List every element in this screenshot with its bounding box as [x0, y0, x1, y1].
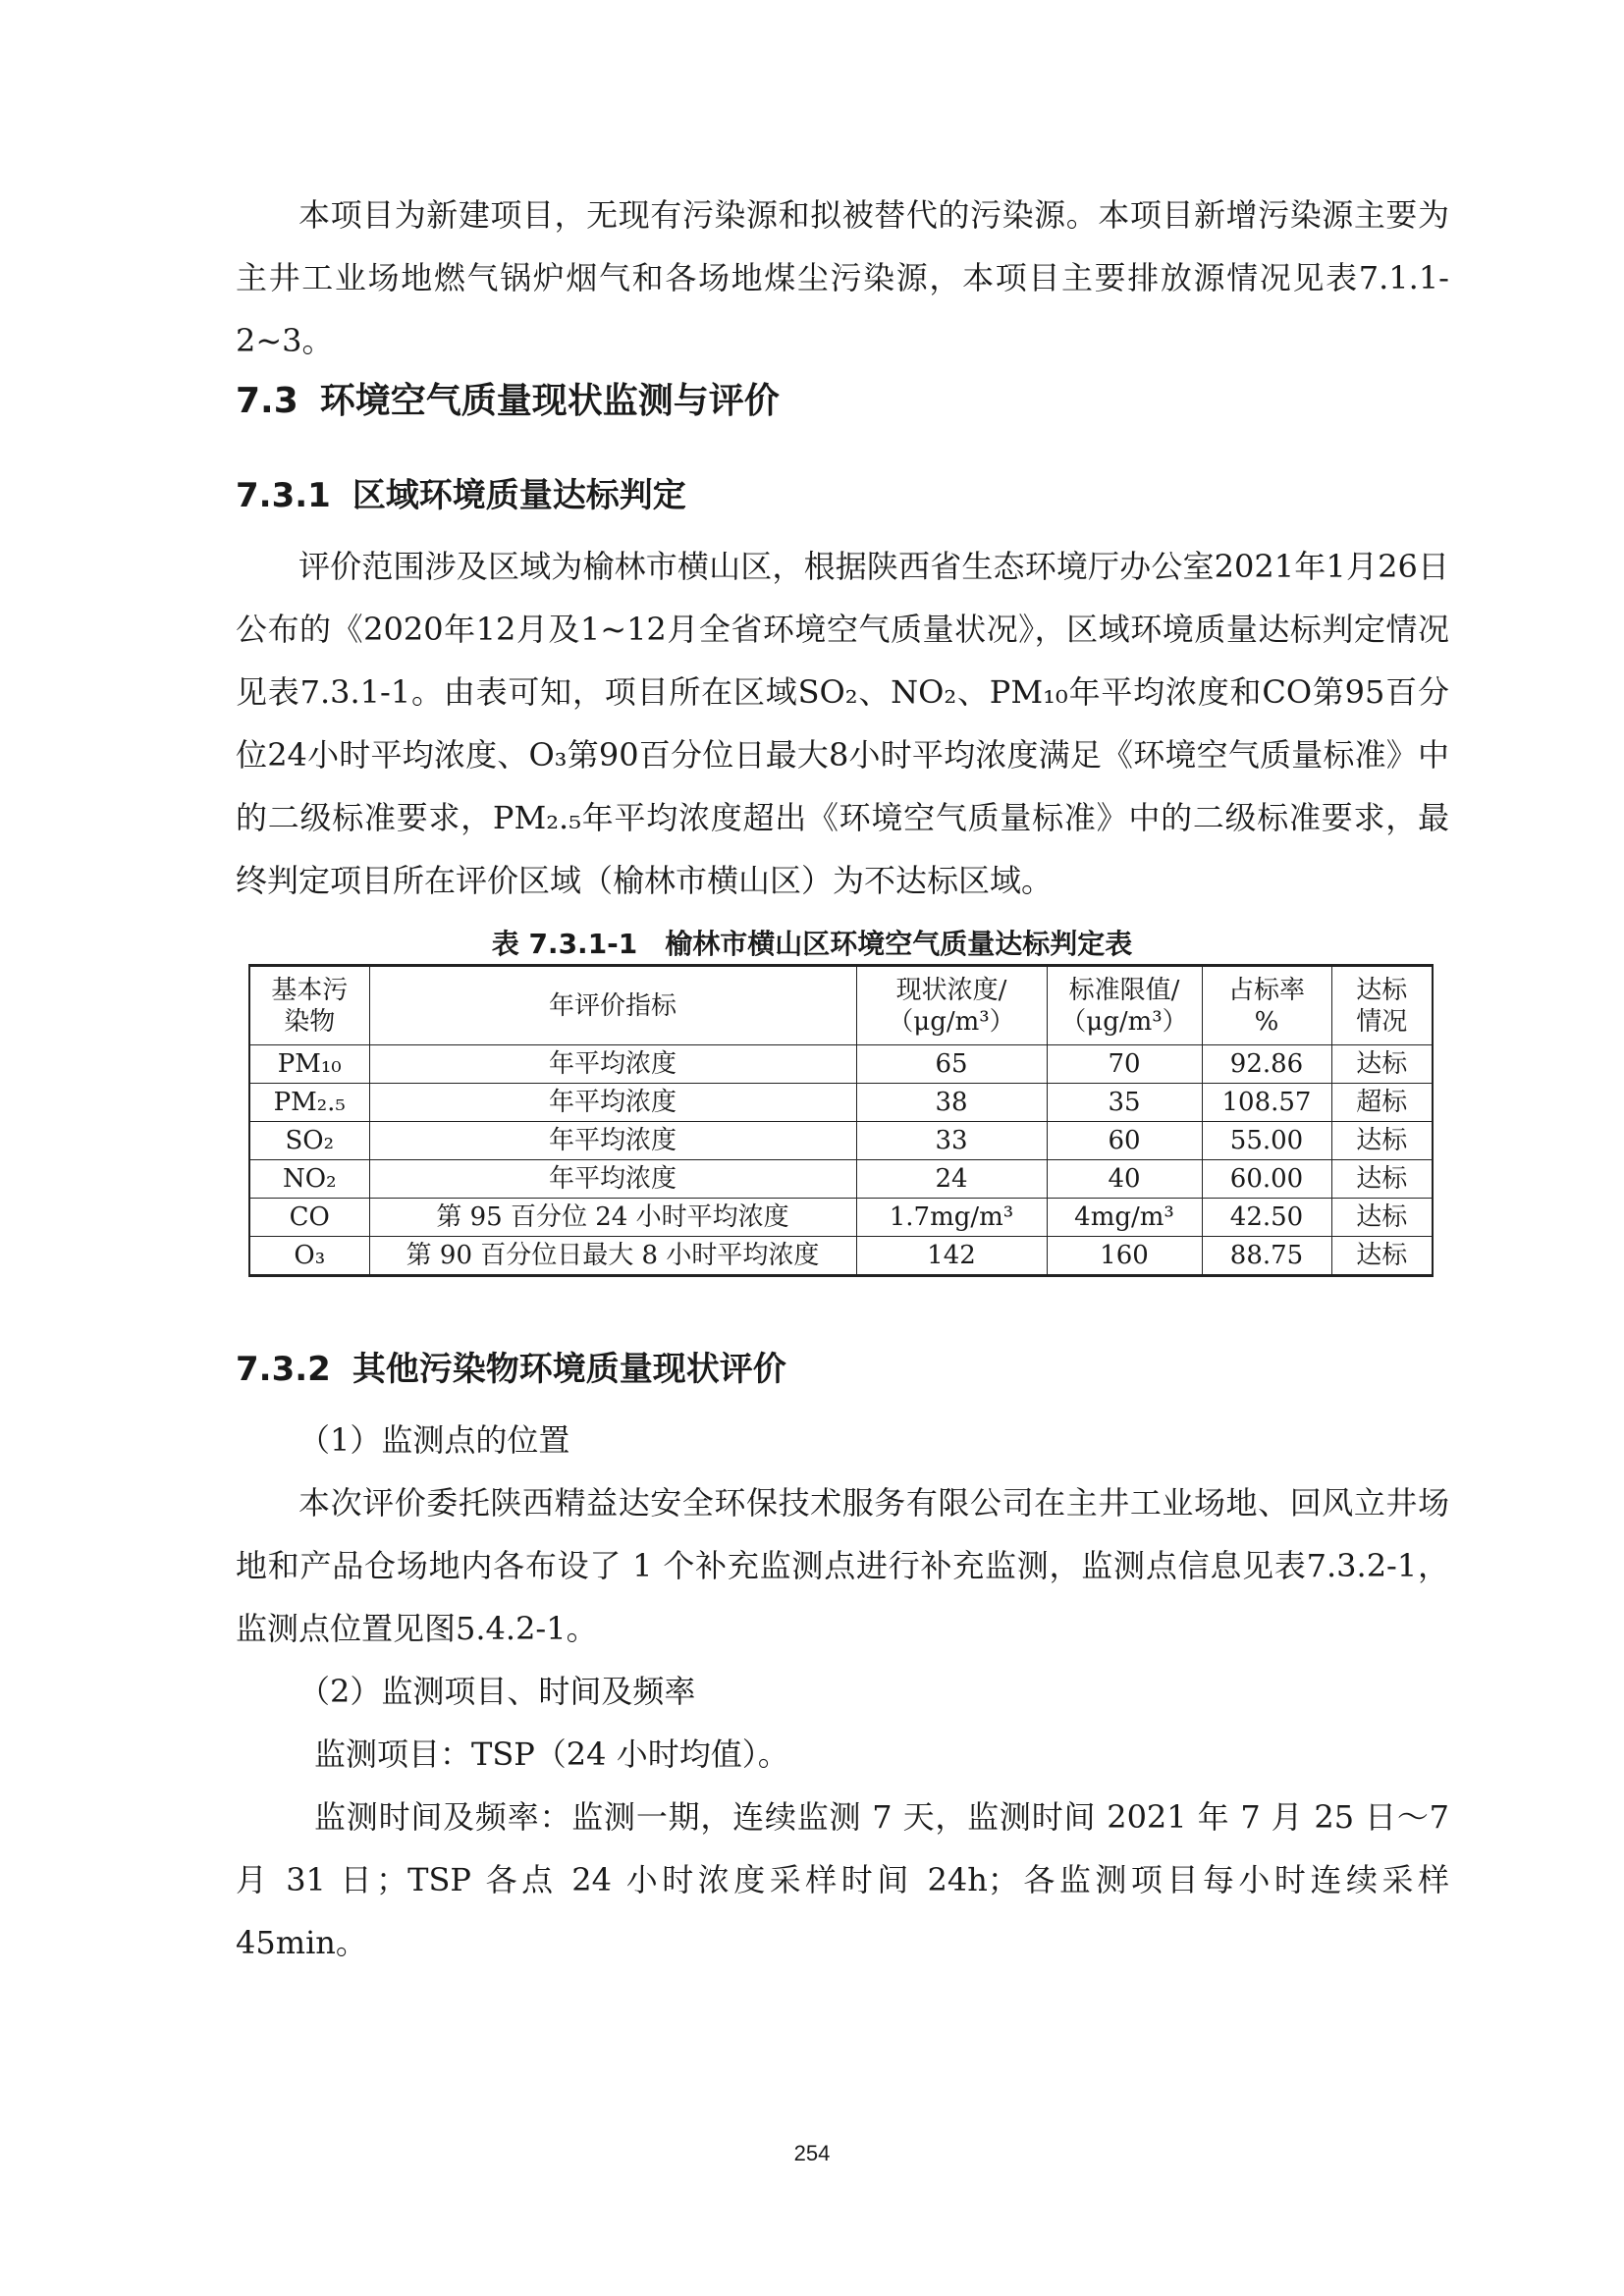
section-number: 7.3 — [236, 381, 298, 421]
cell-current: 33 — [856, 1122, 1047, 1160]
section-heading-7-3-2 — [236, 1342, 786, 1390]
cell-pollutant: PM₁₀ — [249, 1045, 369, 1084]
cell-limit: 70 — [1047, 1045, 1202, 1084]
cell-indicator: 第 90 百分位日最大 8 小时平均浓度 — [369, 1237, 856, 1276]
assessment-paragraph: 评价范围涉及区域为榆林市横山区，根据陕西省生态环境厅办公室2021年1月26日公布的《2020年12月及1~12月全省环境空气质量状况》，区域环境质量达标判定情况见表7.3.1-1。由表可知，项目所在区域SO₂、NO₂、PM₁₀年平均浓度和CO第95百分位24小时平均浓度、O₃第90百分位日最大8小时平均浓度满足《环境空气质量标准》中的二级标准要求，PM₂.₅年平均浓度超出《环境空气质量标准》中的二级标准要求，最终判定项目所在评价区域（榆林市横山区）为不达标区域。 — [236, 548, 1449, 899]
table-caption — [0, 923, 1624, 962]
cell-status: 达标 — [1331, 1199, 1433, 1237]
cell-current: 24 — [856, 1160, 1047, 1199]
cell-status: 达标 — [1331, 1045, 1433, 1084]
section-heading-7-3-1 — [236, 468, 686, 516]
intro-paragraph: 本项目为新建项目，无现有污染源和拟被替代的污染源。本项目新增污染源主要为主井工业场地燃气锅炉烟气和各场地煤尘污染源，本项目主要排放源情况见表7.1.1-2~3。 — [236, 196, 1449, 359]
table-number: 表 7.3.1-1 — [491, 928, 638, 960]
monitoring-time-paragraph: 监测时间及频率：监测一期，连续监测 7 天，监测时间 2021 年 7 月 25 日～7 月 31 日；TSP 各点 24 小时浓度采样时间 24h；各监测项目每小时连续采样 45min。 — [236, 1798, 1449, 1961]
table-row — [249, 1045, 1433, 1084]
cell-current: 142 — [856, 1237, 1047, 1276]
monitoring-location-paragraph: 本次评价委托陕西精益达安全环保技术服务有限公司在主井工业场地、回风立井场地和产品仓场地内各布设了 1 个补充监测点进行补充监测，监测点信息见表7.3.2-1，监测点位置见图5.4.2-1。 — [236, 1484, 1449, 1647]
cell-limit: 40 — [1047, 1160, 1202, 1199]
table-row — [249, 1160, 1433, 1199]
cell-indicator: 年平均浓度 — [369, 1045, 856, 1084]
section-number: 7.3.1 — [236, 476, 331, 515]
cell-current: 65 — [856, 1045, 1047, 1084]
table-row — [249, 1122, 1433, 1160]
header-status: 达标 情况 — [1331, 966, 1433, 1045]
section-number: 7.3.2 — [236, 1350, 331, 1389]
table-row — [249, 1199, 1433, 1237]
cell-status: 达标 — [1331, 1122, 1433, 1160]
cell-pollutant: NO₂ — [249, 1160, 369, 1199]
table-header-row — [249, 966, 1433, 1045]
item1-title: （1）监测点的位置 — [298, 1421, 570, 1459]
cell-pollutant: SO₂ — [249, 1122, 369, 1160]
table-row — [249, 1084, 1433, 1122]
cell-ratio: 92.86 — [1202, 1045, 1331, 1084]
air-quality-table — [248, 964, 1434, 1277]
cell-ratio: 108.57 — [1202, 1084, 1331, 1122]
cell-ratio: 55.00 — [1202, 1122, 1331, 1160]
header-current-concentration: 现状浓度/ （μg/m³） — [856, 966, 1047, 1045]
monitoring-items-paragraph: 监测项目：TSP（24 小时均值）。 — [314, 1735, 789, 1773]
cell-current: 38 — [856, 1084, 1047, 1122]
cell-ratio: 88.75 — [1202, 1237, 1331, 1276]
cell-pollutant: PM₂.₅ — [249, 1084, 369, 1122]
cell-ratio: 42.50 — [1202, 1199, 1331, 1237]
header-indicator: 年评价指标 — [369, 966, 856, 1045]
cell-limit: 160 — [1047, 1237, 1202, 1276]
section-title: 其他污染物环境质量现状评价 — [352, 1350, 786, 1389]
cell-limit: 35 — [1047, 1084, 1202, 1122]
cell-pollutant: CO — [249, 1199, 369, 1237]
cell-indicator: 年平均浓度 — [369, 1084, 856, 1122]
cell-pollutant: O₃ — [249, 1237, 369, 1276]
cell-indicator: 年平均浓度 — [369, 1122, 856, 1160]
item2-title: （2）监测项目、时间及频率 — [298, 1673, 696, 1710]
cell-status: 达标 — [1331, 1237, 1433, 1276]
cell-current: 1.7mg/m³ — [856, 1199, 1047, 1237]
cell-limit: 60 — [1047, 1122, 1202, 1160]
cell-ratio: 60.00 — [1202, 1160, 1331, 1199]
cell-indicator: 第 95 百分位 24 小时平均浓度 — [369, 1199, 856, 1237]
header-standard-limit: 标准限值/ （μg/m³） — [1047, 966, 1202, 1045]
table-title: 榆林市横山区环境空气质量达标判定表 — [665, 928, 1133, 960]
section-heading-7-3 — [236, 373, 780, 423]
cell-status: 超标 — [1331, 1084, 1433, 1122]
cell-status: 达标 — [1331, 1160, 1433, 1199]
header-ratio: 占标率 % — [1202, 966, 1331, 1045]
page-number: 254 — [793, 2141, 831, 2165]
section-title: 环境空气质量现状监测与评价 — [319, 381, 780, 421]
cell-limit: 4mg/m³ — [1047, 1199, 1202, 1237]
cell-indicator: 年平均浓度 — [369, 1160, 856, 1199]
header-pollutant: 基本污 染物 — [249, 966, 369, 1045]
table-row — [249, 1237, 1433, 1276]
section-title: 区域环境质量达标判定 — [352, 476, 686, 515]
